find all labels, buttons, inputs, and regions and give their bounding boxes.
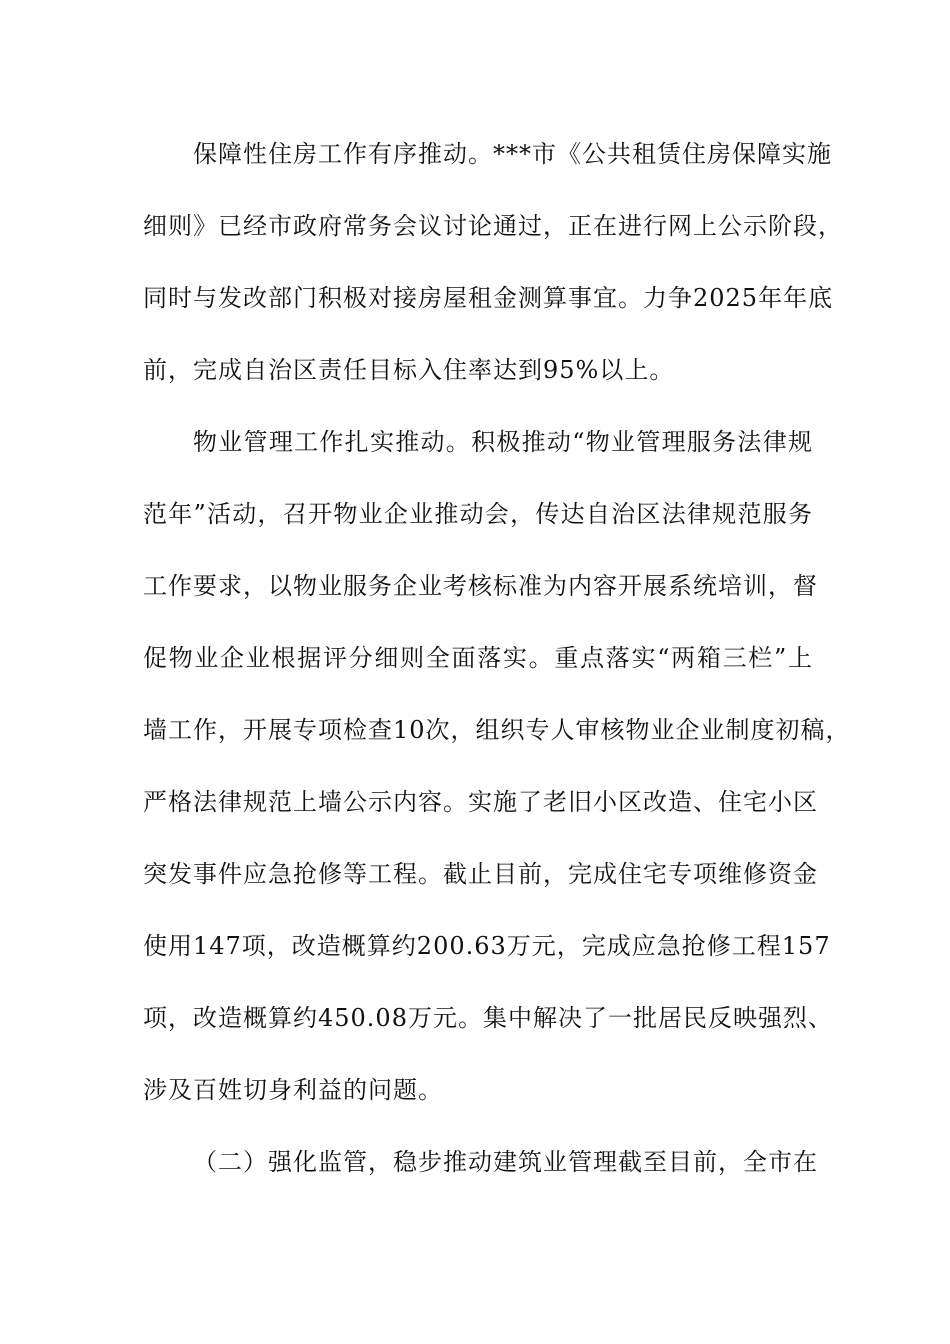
text-line: 突发事件应急抢修等工程。截止目前，完成住宅专项维修资金 bbox=[143, 860, 818, 888]
text-line: 范年”活动，召开物业企业推动会，传达自治区法律规范服务 bbox=[143, 500, 813, 528]
text-line: 严格法律规范上墙公示内容。实施了老旧小区改造、住宅小区 bbox=[143, 788, 818, 816]
text-line: 涉及百姓切身利益的问题。 bbox=[143, 1076, 443, 1104]
text-line: 前，完成自治区责任目标入住率达到95%以上。 bbox=[143, 356, 675, 384]
text-line: （二）强化监管，稳步推动建筑业管理截至目前，全市在 bbox=[193, 1148, 818, 1176]
text-line: 保障性住房工作有序推动。***市《公共租赁住房保障实施 bbox=[193, 140, 832, 168]
text-line: 细则》已经市政府常务会议讨论通过，正在进行网上公示阶段， bbox=[143, 212, 843, 240]
text-line: 使用147项，改造概算约200.63万元，完成应急抢修工程157 bbox=[143, 932, 831, 960]
text-line: 物业管理工作扎实推动。积极推动“物业管理服务法律规 bbox=[193, 428, 813, 456]
text-line: 同时与发改部门积极对接房屋租金测算事宜。力争2025年年底 bbox=[143, 284, 834, 312]
paragraph-affordable-housing bbox=[143, 128, 843, 416]
document-body bbox=[143, 128, 851, 1208]
paragraph-construction-supervision bbox=[143, 1136, 818, 1208]
text-line: 工作要求，以物业服务企业考核标准为内容开展系统培训，督 bbox=[143, 572, 818, 600]
text-line: 墙工作，开展专项检查10次，组织专人审核物业企业制度初稿， bbox=[143, 716, 851, 744]
text-line: 项，改造概算约450.08万元。集中解决了一批居民反映强烈、 bbox=[143, 1004, 833, 1032]
text-line: 促物业企业根据评分细则全面落实。重点落实“两箱三栏”上 bbox=[143, 644, 813, 672]
paragraph-property-management bbox=[143, 416, 851, 1136]
